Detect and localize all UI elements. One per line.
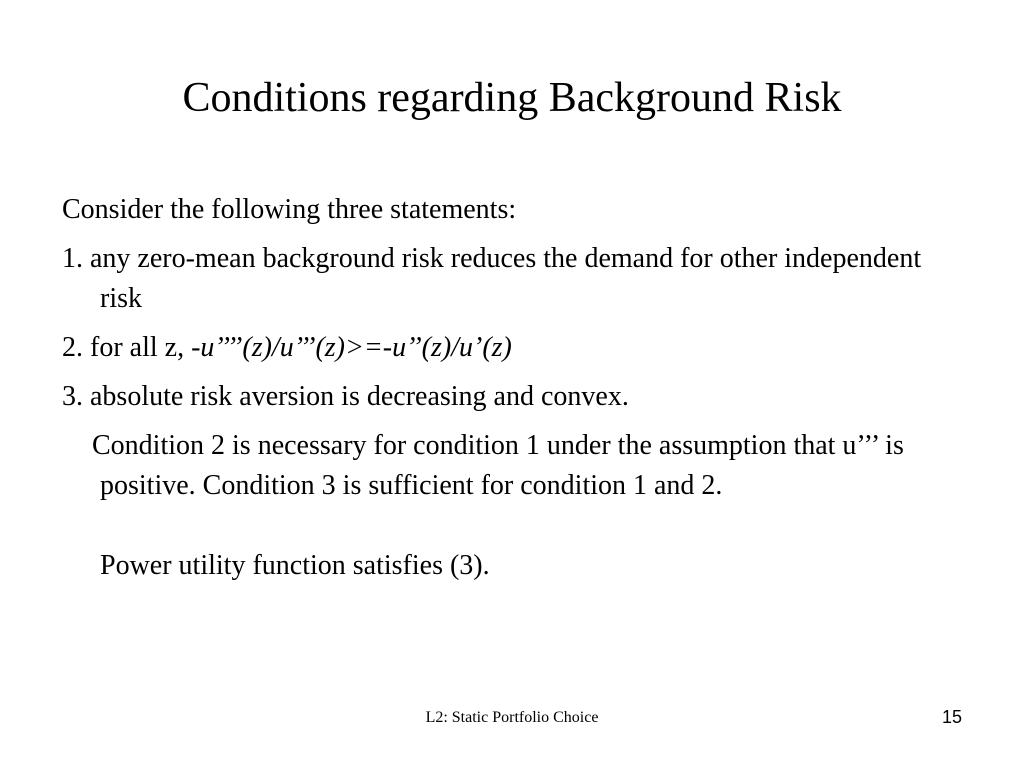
statement-2-prefix: 2. for all z, — [62, 332, 192, 363]
statement-3: 3. absolute risk aversion is decreasing and convex. — [62, 381, 629, 412]
slide-title: Conditions regarding Background Risk — [182, 75, 842, 121]
condition-note: Condition 2 is necessary for condition 1 under the assumption that u’’’ is positive. Condition 3 is sufficient for condition 1 and 2. — [92, 430, 904, 501]
statement-2 — [62, 328, 962, 368]
slide-footer: L2: Static Portfolio Choice — [425, 709, 599, 726]
statement-2-formula: -u’’’’(z)/u’’’(z)>=-u’’(z)/u’(z) — [191, 332, 512, 363]
statement-1: 1. any zero-mean background risk reduces the demand for other independent risk — [62, 243, 922, 314]
slide-body — [62, 190, 962, 595]
slide-number: 15 — [941, 707, 962, 727]
intro-text: Consider the following three statements: — [62, 194, 517, 225]
closing-text: Power utility function satisfies (3). — [100, 550, 490, 581]
